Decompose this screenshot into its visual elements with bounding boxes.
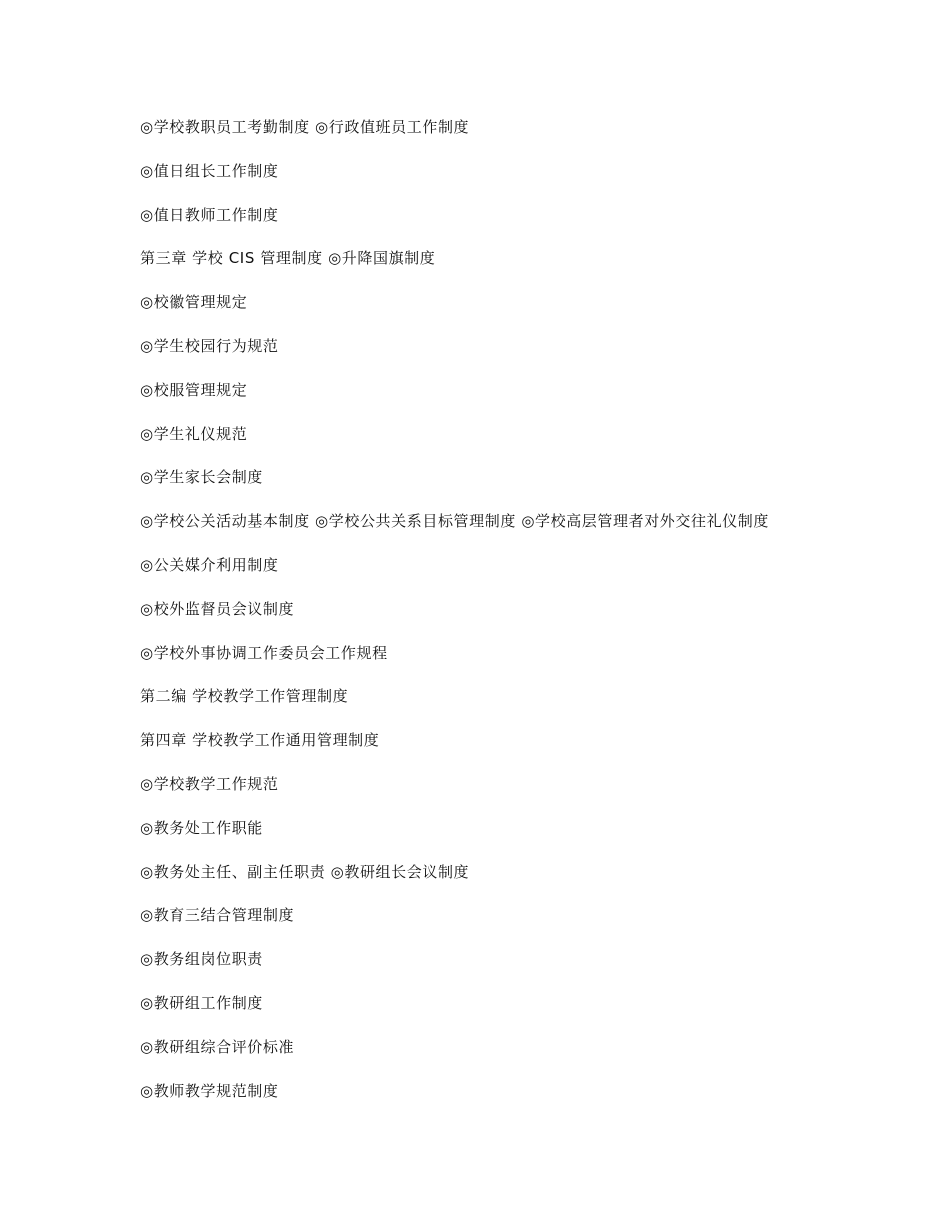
chapter-heading: 第三章 学校 CIS 管理制度 ◎升降国旗制度	[140, 249, 436, 268]
text-line: ◎学校外事协调工作委员会工作规程	[140, 643, 388, 662]
text-line: ◎学校公关活动基本制度 ◎学校公共关系目标管理制度 ◎学校高层管理者对外交往礼仪制度	[140, 512, 770, 531]
text-line: ◎学生礼仪规范	[140, 424, 248, 443]
text-line: ◎教务组岗位职责	[140, 950, 263, 969]
text-line: ◎校服管理规定	[140, 380, 248, 399]
text-line: ◎教研组综合评价标准	[140, 1037, 295, 1056]
text-line: ◎教育三结合管理制度	[140, 906, 295, 925]
text-line: ◎值日教师工作制度	[140, 205, 279, 224]
text-line: ◎学生家长会制度	[140, 468, 263, 487]
chapter-heading: 第四章 学校教学工作通用管理制度	[140, 731, 380, 750]
text-line: ◎值日组长工作制度	[140, 161, 279, 180]
text-line: ◎教师教学规范制度	[140, 1081, 279, 1100]
text-line: ◎学校教学工作规范	[140, 774, 279, 793]
text-line: ◎校外监督员会议制度	[140, 599, 295, 618]
text-line: ◎教务处主任、副主任职责 ◎教研组长会议制度	[140, 862, 470, 881]
text-line: ◎教务处工作职能	[140, 818, 263, 837]
text-line: ◎教研组工作制度	[140, 993, 263, 1012]
text-line: ◎公关媒介利用制度	[140, 555, 279, 574]
part-heading: 第二编 学校教学工作管理制度	[140, 687, 349, 706]
text-line: ◎学生校园行为规范	[140, 336, 279, 355]
document-body	[140, 116, 920, 1123]
text-line: ◎学校教职员工考勤制度 ◎行政值班员工作制度	[140, 118, 470, 136]
text-line: ◎校徽管理规定	[140, 293, 248, 312]
